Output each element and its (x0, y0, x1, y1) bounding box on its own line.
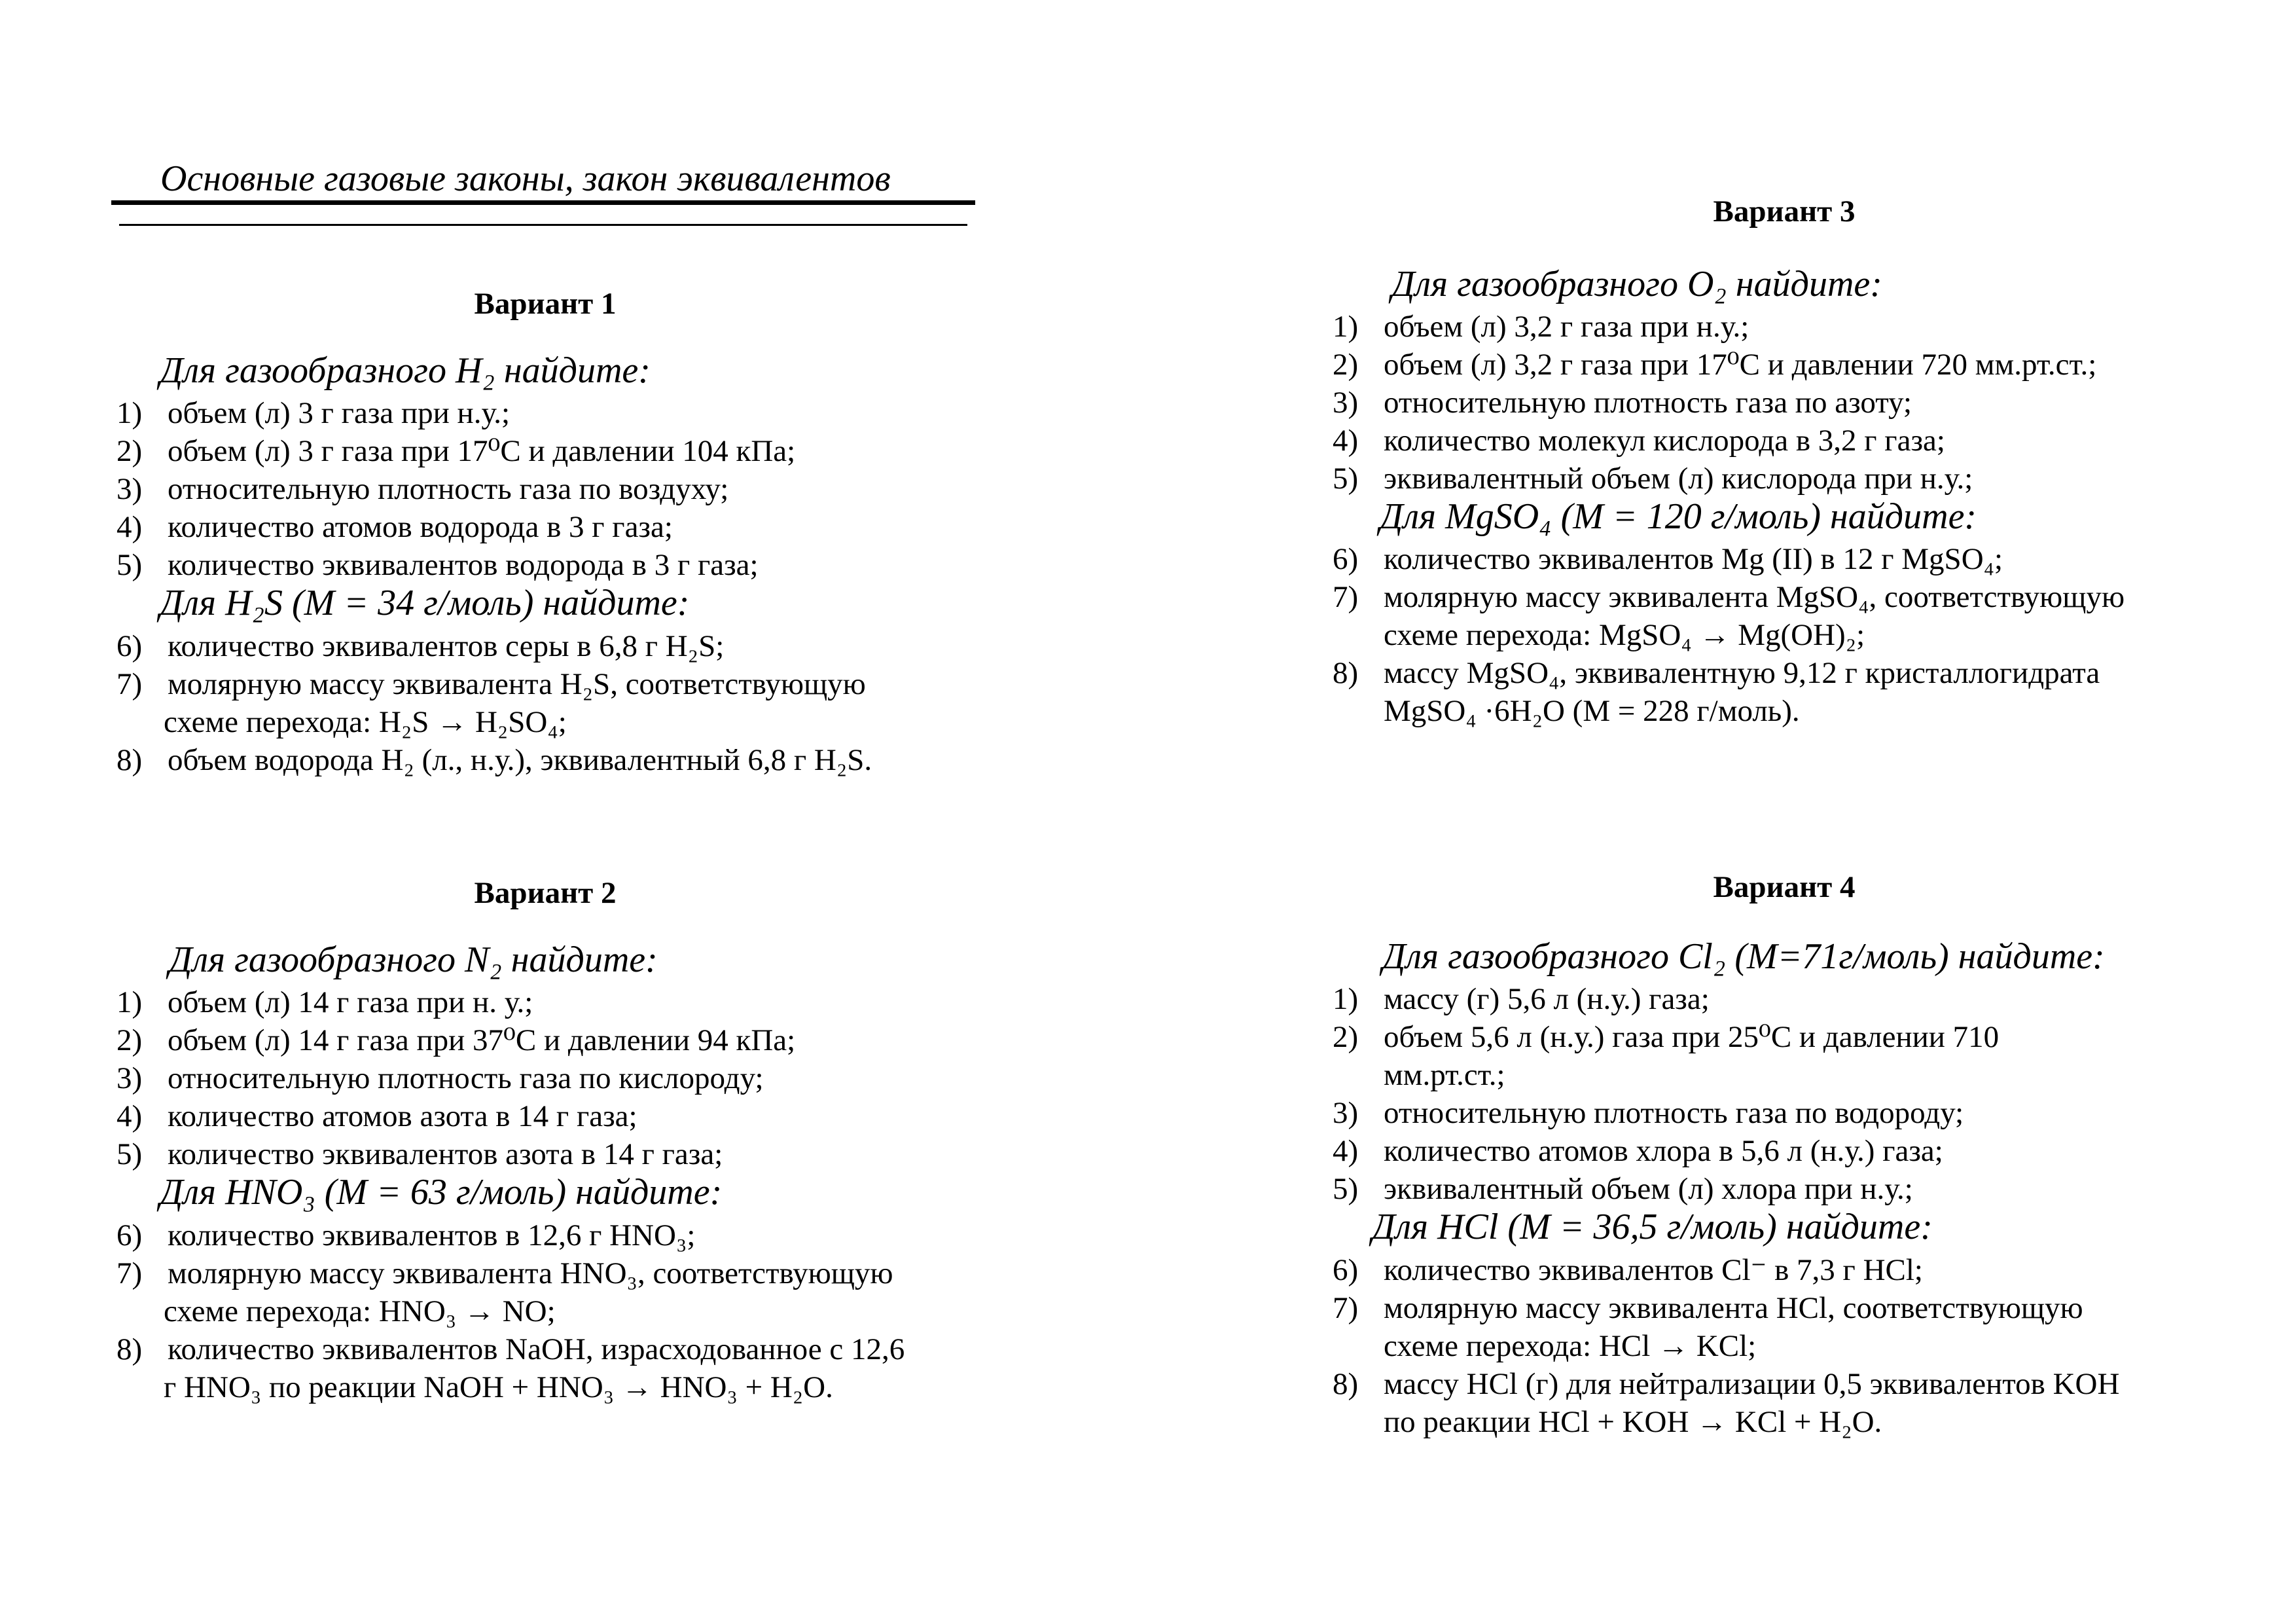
task-number: 4) (117, 510, 143, 544)
task-continuation: схеме перехода: H₂S → H₂SO₄; (164, 705, 567, 739)
task-text: количество эквивалентов Mg (II) в 12 г MgSO₄; (1384, 542, 2003, 576)
variant-1 (117, 282, 1072, 805)
title-rule-thick (111, 200, 975, 205)
task-number: 7) (1333, 1291, 1359, 1325)
task-text: массу HCl (г) для нейтрализации 0,5 эквивалентов KOH (1384, 1367, 2120, 1401)
task-text: относительную плотность газа по водороду; (1384, 1096, 1964, 1130)
variant-prompt: Для газообразного Cl₂ (M=71г/моль) найдите: (1382, 936, 2105, 977)
task-text: количество атомов хлора в 5,6 л (н.у.) газа; (1384, 1134, 1943, 1168)
variant-prompt: Для HCl (M = 36,5 г/моль) найдите: (1372, 1207, 1933, 1247)
task-number: 8) (1333, 1367, 1359, 1401)
task-text: количество эквивалентов серы в 6,8 г H₂S; (168, 629, 725, 663)
task-text: объем (л) 3,2 г газа при 17⁰С и давлении 720 мм.рт.ст.; (1384, 348, 2097, 382)
task-number: 3) (117, 1061, 143, 1095)
task-number: 5) (1333, 1172, 1359, 1206)
task-text: массу (г) 5,6 л (н.у.) газа; (1384, 982, 1710, 1016)
task-number: 5) (117, 1137, 143, 1171)
task-number: 3) (1333, 1096, 1359, 1130)
task-text: объем водорода H₂ (л., н.у.), эквивалентный 6,8 г H₂S. (168, 743, 872, 777)
task-text: молярную массу эквивалента HNO₃, соответствующую (168, 1256, 893, 1290)
task-text: количество эквивалентов азота в 14 г газа; (168, 1137, 723, 1171)
page-title: Основные газовые законы, закон эквивалентов (160, 158, 891, 199)
task-text: массу MgSO₄, эквивалентную 9,12 г кристаллогидрата (1384, 656, 2100, 690)
task-number: 1) (117, 985, 143, 1019)
task-text: объем 5,6 л (н.у.) газа при 25⁰С и давлении 710 (1384, 1020, 2000, 1054)
task-number: 7) (1333, 580, 1359, 614)
variant-prompt: Для газообразного N₂ найдите: (169, 939, 658, 980)
task-text: молярную массу эквивалента MgSO₄, соответствующую (1384, 580, 2125, 614)
task-continuation: схеме перехода: HNO₃ → NO; (164, 1294, 556, 1328)
task-text: количество эквивалентов водорода в 3 г газа; (168, 548, 759, 582)
task-text: объем (л) 3 г газа при н.у.; (168, 396, 511, 430)
task-text: молярную массу эквивалента HCl, соответствующую (1384, 1291, 2083, 1325)
task-number: 2) (117, 434, 143, 468)
task-number: 5) (117, 548, 143, 582)
variant-4 (1333, 867, 2288, 1483)
task-text: молярную массу эквивалента H₂S, соответствующую (168, 667, 866, 701)
variant-prompt: Для H₂S (M = 34 г/моль) найдите: (160, 583, 690, 623)
task-text: объем (л) 14 г газа при 37⁰С и давлении 94 кПа; (168, 1023, 796, 1057)
variant-2 (117, 871, 1072, 1434)
task-text: объем (л) 3,2 г газа при н.у.; (1384, 310, 1749, 344)
variant-prompt: Для газообразного O₂ найдите: (1391, 264, 1882, 304)
task-number: 8) (117, 1332, 143, 1366)
task-text: относительную плотность газа по воздуху; (168, 472, 729, 506)
task-number: 6) (117, 629, 143, 663)
task-number: 4) (1333, 1134, 1359, 1168)
variant-prompt: Для газообразного H₂ найдите: (160, 350, 651, 391)
variant-heading: Вариант 1 (474, 287, 617, 321)
task-continuation: по реакции HCl + KOH → KCl + H₂O. (1384, 1405, 1882, 1439)
task-continuation: схеме перехода: MgSO₄ → Mg(OH)₂; (1384, 618, 1865, 652)
task-number: 3) (1333, 386, 1359, 420)
task-number: 8) (117, 743, 143, 777)
task-text: относительную плотность газа по кислороду; (168, 1061, 764, 1095)
task-text: количество молекул кислорода в 3,2 г газа; (1384, 424, 1945, 458)
task-continuation: MgSO₄ ·6H₂O (M = 228 г/моль). (1384, 694, 1800, 728)
task-number: 5) (1333, 462, 1359, 496)
task-text: количество эквивалентов в 12,6 г HNO₃; (168, 1218, 696, 1252)
task-number: 2) (1333, 348, 1359, 382)
variant-prompt: Для MgSO₄ (M = 120 г/моль) найдите: (1380, 496, 1977, 537)
task-number: 2) (1333, 1020, 1359, 1054)
task-number: 7) (117, 667, 143, 701)
task-text: количество эквивалентов NaOH, израсходованное с 12,6 (168, 1332, 905, 1366)
task-number: 1) (1333, 982, 1359, 1016)
title-rule-thin (119, 224, 967, 226)
task-number: 1) (117, 396, 143, 430)
task-number: 6) (117, 1218, 143, 1252)
task-text: объем (л) 3 г газа при 17⁰С и давлении 104 кПа; (168, 434, 796, 468)
task-number: 4) (1333, 424, 1359, 458)
variant-heading: Вариант 3 (1713, 194, 1856, 228)
task-number: 1) (1333, 310, 1359, 344)
variant-3 (1333, 192, 2288, 768)
task-number: 7) (117, 1256, 143, 1290)
task-number: 4) (117, 1099, 143, 1133)
task-text: количество атомов водорода в 3 г газа; (168, 510, 673, 544)
task-text: количество эквивалентов Cl⁻ в 7,3 г HCl; (1384, 1253, 1923, 1287)
task-number: 3) (117, 472, 143, 506)
task-text: эквивалентный объем (л) хлора при н.у.; (1384, 1172, 1913, 1206)
task-text: относительную плотность газа по азоту; (1384, 386, 1912, 420)
variant-heading: Вариант 2 (474, 876, 617, 910)
task-number: 6) (1333, 1253, 1359, 1287)
task-continuation: мм.рт.ст.; (1384, 1058, 1505, 1092)
variant-prompt: Для HNO₃ (M = 63 г/моль) найдите: (160, 1172, 723, 1213)
task-continuation: схеме перехода: HCl → KCl; (1384, 1329, 1757, 1363)
task-number: 2) (117, 1023, 143, 1057)
task-text: количество атомов азота в 14 г газа; (168, 1099, 637, 1133)
task-continuation: г HNO₃ по реакции NaOH + HNO₃ → HNO₃ + H₂O. (164, 1370, 833, 1404)
task-number: 8) (1333, 656, 1359, 690)
task-text: эквивалентный объем (л) кислорода при н.у.; (1384, 462, 1973, 496)
task-number: 6) (1333, 542, 1359, 576)
task-text: объем (л) 14 г газа при н. у.; (168, 985, 533, 1019)
variant-heading: Вариант 4 (1713, 870, 1856, 904)
